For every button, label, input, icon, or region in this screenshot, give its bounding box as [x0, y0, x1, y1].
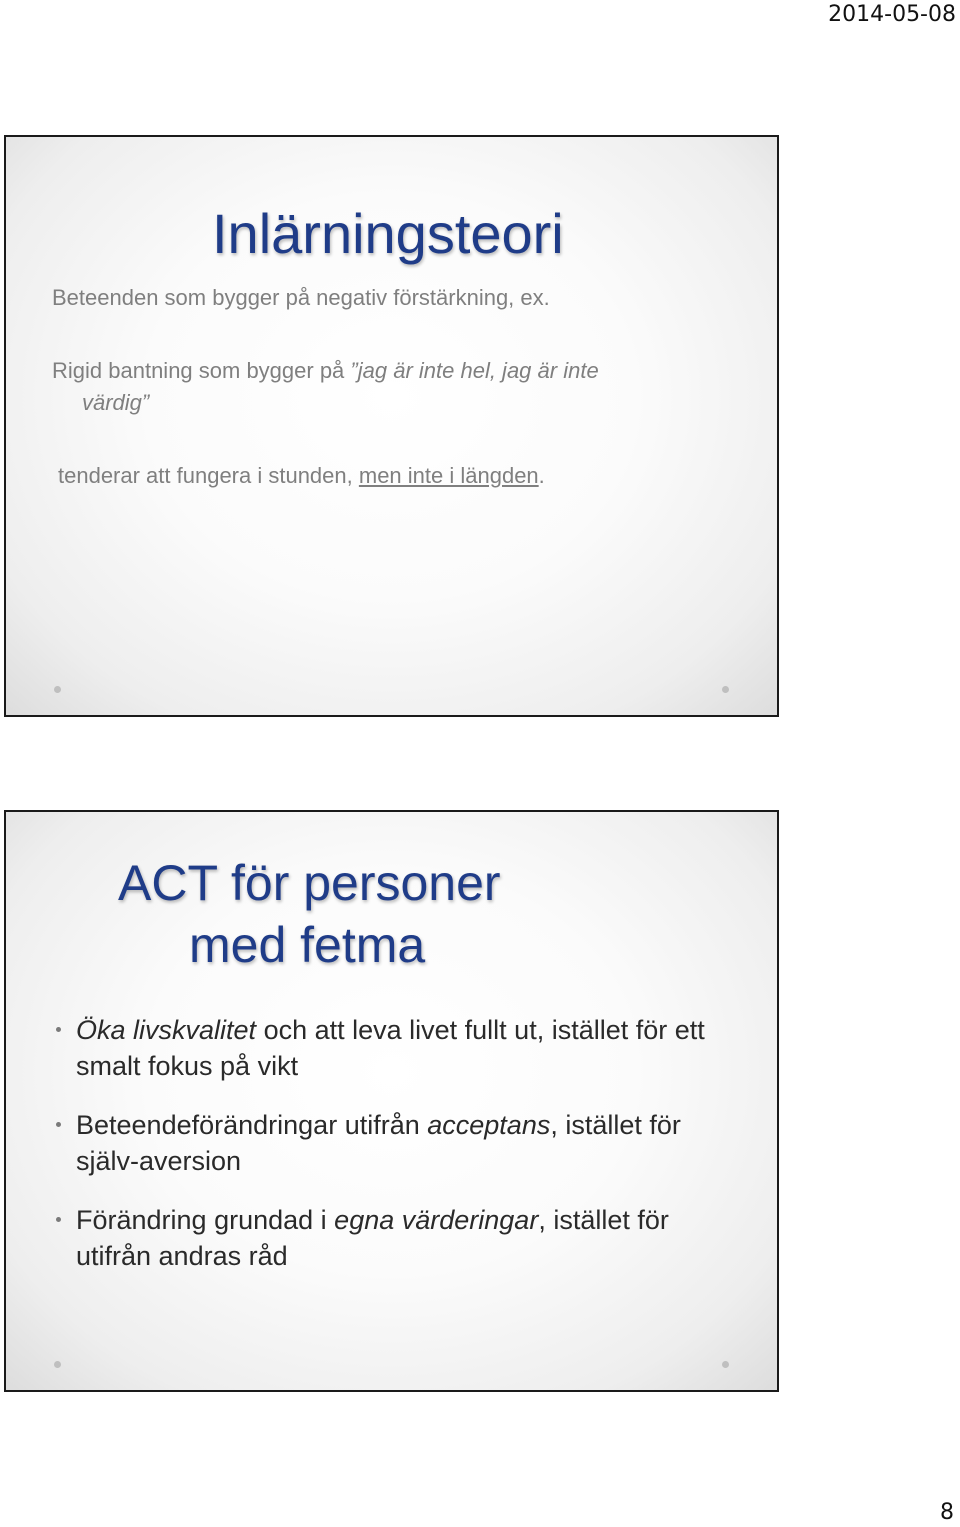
bullet-icon — [56, 1217, 61, 1222]
italic-text: egna värderingar — [334, 1205, 539, 1235]
decorative-dot — [54, 1361, 61, 1368]
bullet-item — [54, 1202, 734, 1274]
slide-text-line — [58, 460, 545, 492]
bullet-item — [54, 1012, 734, 1084]
text-span: . — [538, 463, 545, 488]
slide-inlarningsteori — [4, 135, 779, 717]
text-span: Beteendeförändringar utifrån — [76, 1110, 428, 1140]
bullet-list — [54, 1012, 734, 1297]
text-span: och att leva livet fullt ut, istället för ett smalt fokus på vikt — [76, 1015, 705, 1081]
italic-text: acceptans — [427, 1110, 551, 1140]
bullet-icon — [56, 1122, 61, 1127]
decorative-dot — [722, 686, 729, 693]
decorative-dot — [54, 686, 61, 693]
slide-title-line: ACT för personer — [118, 855, 501, 911]
slide-title-line: med fetma — [189, 917, 426, 973]
slide-text-line: Beteenden som bygger på negativ förstärkning, ex. — [52, 285, 550, 310]
slide-text-line — [82, 387, 149, 419]
slide-text-line — [52, 355, 599, 387]
page-number: 8 — [940, 1500, 954, 1525]
decorative-dot — [722, 1361, 729, 1368]
bullet-icon — [56, 1027, 61, 1032]
italic-quote: värdig” — [82, 390, 150, 415]
slide-act-fetma — [4, 810, 779, 1392]
italic-text: Öka livskvalitet — [76, 1015, 257, 1045]
text-span: Rigid bantning som bygger på — [52, 358, 351, 383]
text-span: , istället för utifrån andras råd — [76, 1205, 669, 1271]
underlined-text: men inte i längden — [358, 463, 539, 488]
text-span: Förändring grundad i — [76, 1205, 335, 1235]
text-span: tenderar att fungera i stunden, — [58, 463, 359, 488]
bullet-item — [54, 1107, 734, 1179]
slide-title: Inlärningsteori — [212, 202, 564, 265]
page-date: 2014-05-08 — [828, 2, 956, 27]
text-span: , istället för själv-aversion — [76, 1110, 681, 1176]
italic-quote: ”jag är inte hel, jag är inte — [350, 358, 599, 383]
